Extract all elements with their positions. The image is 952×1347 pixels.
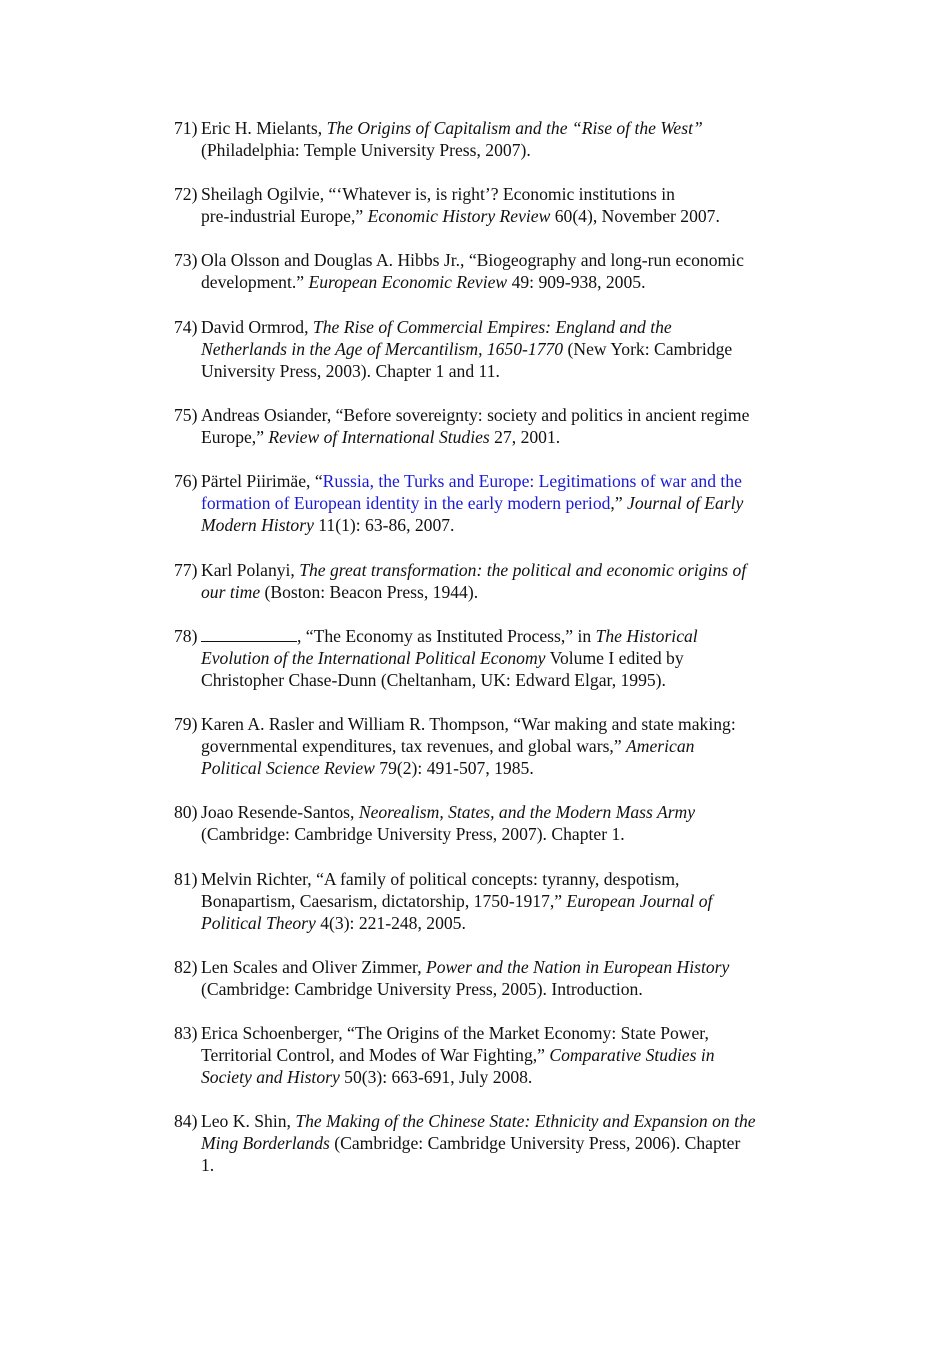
- reference-number: 83): [174, 1023, 198, 1043]
- reference-entry: [174, 956, 824, 1000]
- reference-line: [201, 978, 824, 1000]
- reference-number: 78): [174, 626, 198, 646]
- reference-number: 82): [174, 957, 198, 977]
- article-link[interactable]: Russia, the Turks and Europe: Legitimations of war and the: [322, 471, 742, 491]
- italic-title: Netherlands in the Age of Mercantilism, 1650-1770: [201, 339, 564, 359]
- reference-line: [201, 338, 824, 360]
- reference-line: [201, 1154, 824, 1176]
- reference-text: [201, 1022, 824, 1088]
- text-segment: Len Scales and Oliver Zimmer,: [201, 957, 427, 977]
- reference-line: [201, 559, 824, 581]
- reference-entry: [174, 183, 824, 227]
- reference-line: [201, 316, 824, 338]
- reference-line: [201, 139, 824, 161]
- reference-line: [201, 890, 824, 912]
- text-segment: 4(3): 221-248, 2005.: [315, 913, 466, 933]
- reference-number: 76): [174, 471, 198, 491]
- reference-entry: [174, 249, 824, 293]
- reference-line: [201, 492, 824, 514]
- reference-number: 77): [174, 560, 198, 580]
- text-segment: Christopher Chase-Dunn (Cheltanham, UK: Edward Elgar, 1995).: [201, 670, 666, 690]
- text-segment: (Cambridge: Cambridge University Press, 2005). Introduction.: [201, 979, 643, 999]
- text-segment: Bonapartism, Caesarism, dictatorship, 1750-1917,”: [201, 891, 567, 911]
- reference-line: [201, 647, 824, 669]
- reference-line: [201, 801, 824, 823]
- reference-text: [201, 713, 824, 779]
- text-segment: 11(1): 63-86, 2007.: [313, 515, 455, 535]
- italic-title: Evolution of the International Political Economy: [201, 648, 546, 668]
- reference-line: [201, 117, 824, 139]
- text-segment: pre-industrial Europe,”: [201, 206, 368, 226]
- text-segment: Volume I edited by: [545, 648, 684, 668]
- italic-title: Modern History: [201, 515, 314, 535]
- text-segment: development.”: [201, 272, 309, 292]
- article-link[interactable]: formation of European identity in the early modern period: [201, 493, 611, 513]
- italic-title: The great transformation: the political and economic origins of: [299, 560, 747, 580]
- reference-line: [201, 183, 824, 205]
- reference-line: [201, 1066, 824, 1088]
- text-segment: 49: 909-938, 2005.: [507, 272, 646, 292]
- reference-line: [201, 1110, 824, 1132]
- reference-entry: [174, 316, 824, 382]
- italic-title: Review of International Studies: [268, 427, 490, 447]
- reference-line: [201, 205, 824, 227]
- reference-number: 75): [174, 405, 198, 425]
- text-segment: Karl Polanyi,: [201, 560, 300, 580]
- italic-title: Neorealism, States, and the Modern Mass Army: [358, 802, 696, 822]
- text-segment: (Cambridge: Cambridge University Press, 2007). Chapter 1.: [201, 824, 625, 844]
- text-segment: Eric H. Mielants,: [201, 118, 327, 138]
- reference-number: 71): [174, 118, 198, 138]
- reference-line: [201, 956, 824, 978]
- reference-entry: [174, 625, 824, 691]
- reference-line: [201, 1022, 824, 1044]
- reference-line: [201, 669, 824, 691]
- reference-entry: [174, 470, 824, 536]
- reference-line: [201, 757, 824, 779]
- text-segment: 50(3): 663-691, July 2008.: [339, 1067, 533, 1087]
- reference-line: [201, 581, 824, 603]
- reference-text: [201, 249, 824, 293]
- italic-title: American: [626, 736, 695, 756]
- text-segment: Leo K. Shin,: [201, 1111, 296, 1131]
- text-segment: Europe,”: [201, 427, 269, 447]
- italic-title: our time: [201, 582, 261, 602]
- reference-entry: [174, 801, 824, 845]
- reference-line: [201, 271, 824, 293]
- reference-line: [201, 912, 824, 934]
- text-segment: 1.: [201, 1155, 215, 1175]
- reference-line: [201, 868, 824, 890]
- reference-text: [201, 868, 824, 934]
- reference-line: [201, 713, 824, 735]
- reference-line: [201, 823, 824, 845]
- reference-entry: [174, 559, 824, 603]
- reference-entry: [174, 1022, 824, 1088]
- reference-entry: [174, 404, 824, 448]
- italic-title: European Journal of: [566, 891, 713, 911]
- italic-title: The Origins of Capitalism and the “Rise of the West”: [326, 118, 703, 138]
- italic-title: The Making of the Chinese State: Ethnicity and Expansion on the: [295, 1111, 756, 1131]
- reference-number: 72): [174, 184, 198, 204]
- text-segment: Andreas Osiander, “Before sovereignty: society and politics in ancient regime: [201, 405, 750, 425]
- text-segment: Pärtel Piirimäe, “: [201, 471, 323, 491]
- text-segment: University Press, 2003). Chapter 1 and 11.: [201, 361, 500, 381]
- italic-title: Journal of Early: [627, 493, 744, 513]
- reference-number: 79): [174, 714, 198, 734]
- italic-title: Comparative Studies in: [549, 1045, 715, 1065]
- reference-text: [201, 183, 824, 227]
- reference-text: [201, 117, 824, 161]
- italic-title: The Historical: [595, 626, 698, 646]
- text-segment: David Ormrod,: [201, 317, 313, 337]
- text-segment: Erica Schoenberger, “The Origins of the Market Economy: State Power,: [201, 1023, 709, 1043]
- text-segment: ,”: [610, 493, 628, 513]
- text-segment: Karen A. Rasler and William R. Thompson, “War making and state making:: [201, 714, 736, 734]
- reference-line: [201, 249, 824, 271]
- reference-text: [201, 316, 824, 382]
- italic-title: Ming Borderlands: [201, 1133, 330, 1153]
- reference-entry: [174, 868, 824, 934]
- reference-text: [201, 470, 824, 536]
- text-segment: Melvin Richter, “A family of political concepts: tyranny, despotism,: [201, 869, 680, 889]
- italic-title: The Rise of Commercial Empires: England and the: [312, 317, 672, 337]
- text-segment: , “The Economy as Instituted Process,” in: [297, 626, 596, 646]
- reference-number: 80): [174, 802, 198, 822]
- text-segment: (Philadelphia: Temple University Press, 2007).: [201, 140, 531, 160]
- reference-line: [201, 470, 824, 492]
- text-segment: Ola Olsson and Douglas A. Hibbs Jr., “Biogeography and long-run economic: [201, 250, 744, 270]
- reference-line: [201, 404, 824, 426]
- italic-title: Political Science Review: [201, 758, 375, 778]
- text-segment: Territorial Control, and Modes of War Fighting,”: [201, 1045, 550, 1065]
- text-segment: governmental expenditures, tax revenues, and global wars,”: [201, 736, 627, 756]
- reference-entry: [174, 1110, 824, 1176]
- italic-title: Society and History: [201, 1067, 340, 1087]
- reference-line: [201, 514, 824, 536]
- reference-entry: [174, 713, 824, 779]
- text-segment: 60(4), November 2007.: [550, 206, 720, 226]
- text-segment: Sheilagh Ogilvie, “‘Whatever is, is right’? Economic institutions in: [201, 184, 675, 204]
- reference-text: [201, 404, 824, 448]
- italic-title: European Economic Review: [308, 272, 508, 292]
- reference-text: [201, 625, 824, 691]
- reference-number: 74): [174, 317, 198, 337]
- reference-entry: [174, 117, 824, 161]
- reference-text: [201, 801, 824, 845]
- italic-title: Political Theory: [201, 913, 316, 933]
- italic-title: Economic History Review: [367, 206, 551, 226]
- reference-line: [201, 1044, 824, 1066]
- reference-number: 73): [174, 250, 198, 270]
- text-segment: 27, 2001.: [489, 427, 561, 447]
- reference-line: [201, 1132, 824, 1154]
- reference-line: [201, 625, 824, 647]
- author-repeat-blank: [201, 625, 297, 642]
- reference-number: 81): [174, 869, 198, 889]
- reference-line: [201, 426, 824, 448]
- text-segment: Joao Resende-Santos,: [201, 802, 359, 822]
- reference-line: [201, 735, 824, 757]
- text-segment: (New York: Cambridge: [563, 339, 733, 359]
- reference-text: [201, 559, 824, 603]
- text-segment: 79(2): 491-507, 1985.: [374, 758, 534, 778]
- text-segment: (Cambridge: Cambridge University Press, 2006). Chapter: [329, 1133, 741, 1153]
- text-segment: (Boston: Beacon Press, 1944).: [260, 582, 479, 602]
- reference-text: [201, 1110, 824, 1176]
- reference-number: 84): [174, 1111, 198, 1131]
- italic-title: Power and the Nation in European History: [426, 957, 730, 977]
- reference-line: [201, 360, 824, 382]
- reference-text: [201, 956, 824, 1000]
